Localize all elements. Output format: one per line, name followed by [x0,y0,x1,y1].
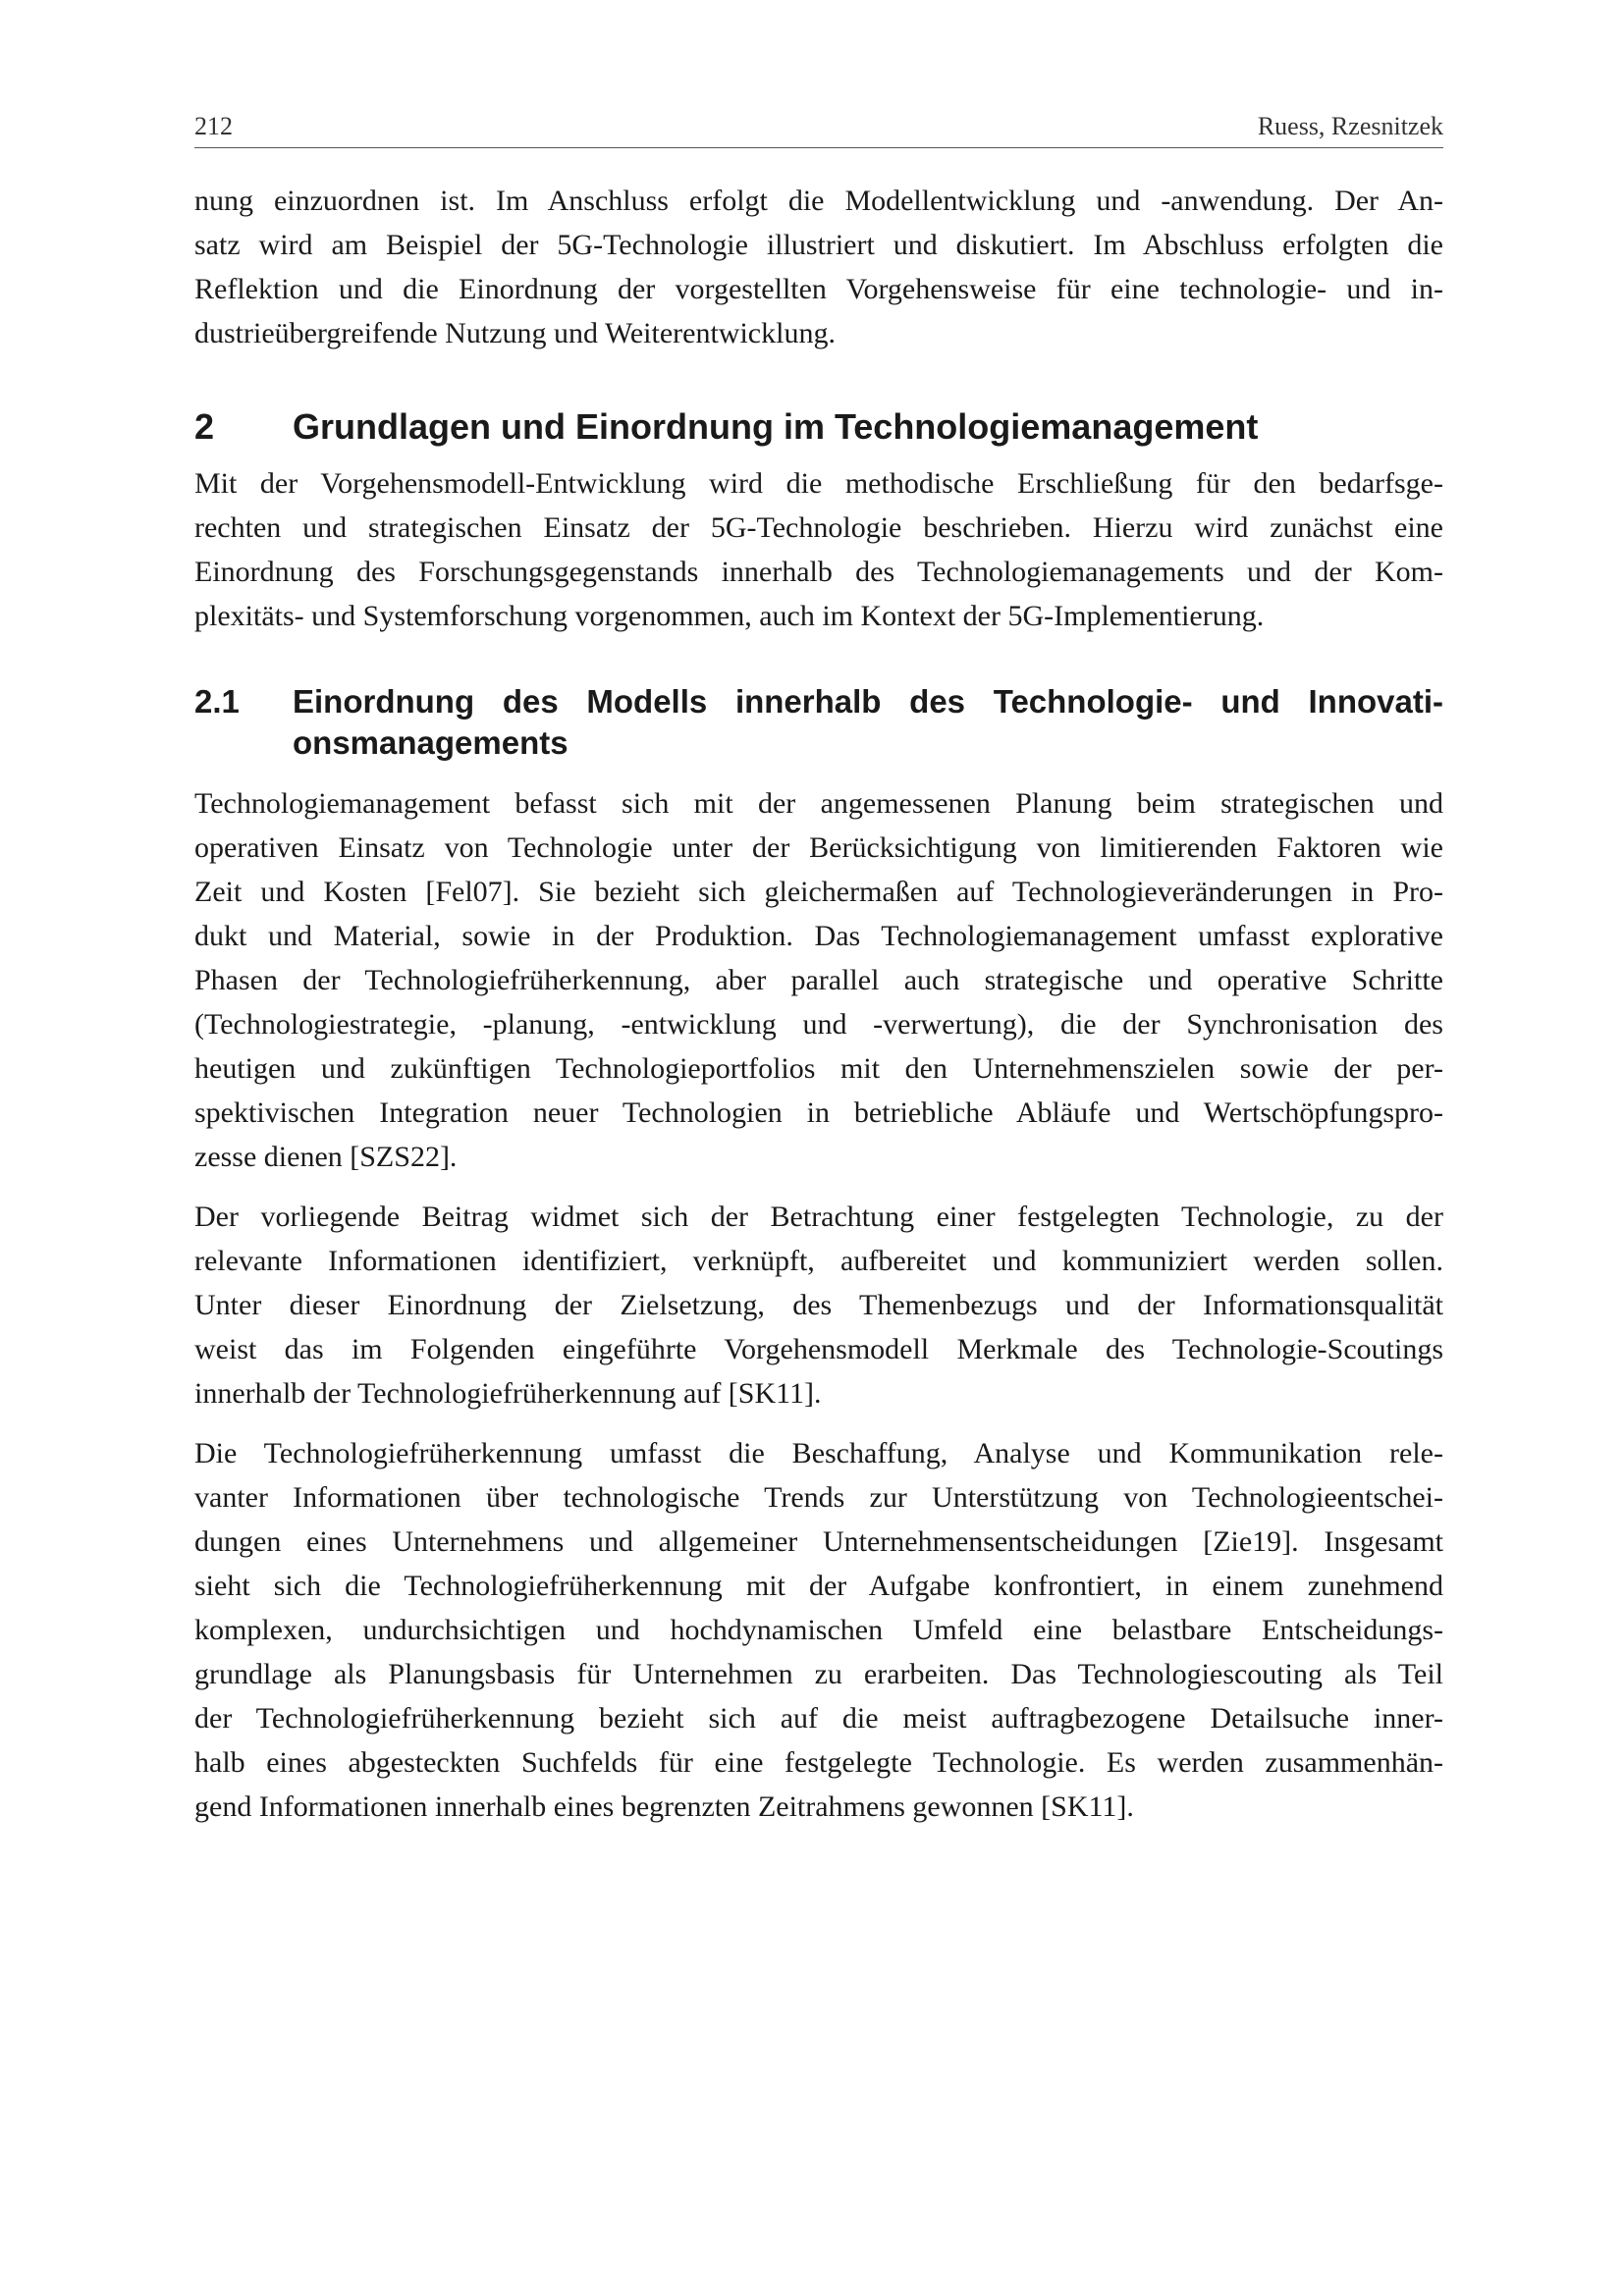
text-line: vanter Informationen über technologische Trends zur Unterstützung von Technologieentschei- [194,1481,1443,1514]
text-line: dustrieübergreifende Nutzung und Weiterentwicklung. [194,317,836,349]
text-line: Einordnung des Forschungsgegenstands innerhalb des Technologiemanagements und der Kom- [194,556,1443,588]
text-line: plexitäts- und Systemforschung vorgenommen, auch im Kontext der 5G-Implementierung. [194,600,1265,632]
text-line: Der vorliegende Beitrag widmet sich der Betrachtung einer festgelegten Technologie, zu der [194,1201,1443,1233]
text-line: grundlage als Planungsbasis für Unternehmen zu erarbeiten. Das Technologiescouting als Teil [194,1658,1443,1690]
text-line: Unter dieser Einordnung der Zielsetzung, des Themenbezugs und der Informationsqualität [194,1289,1443,1321]
document-page [194,106,1443,1829]
text-line: satz wird am Beispiel der 5G-Technologie illustriert und diskutiert. Im Abschluss erfolgten die [194,229,1443,261]
text-line: spektivischen Integration neuer Technologien in betriebliche Abläufe und Wertschöpfungspro- [194,1096,1443,1129]
subsection-number: 2.1 [194,683,240,720]
text-line: weist das im Folgenden eingeführte Vorgehensmodell Merkmale des Technologie-Scoutings [194,1333,1443,1365]
text-line: operativen Einsatz von Technologie unter der Berücksichtigung von limitierenden Faktoren wie [194,831,1443,864]
section-heading-2-1 [194,681,1443,764]
subsection-title-line: Einordnung des Modells innerhalb des Technologie- und Innovati- [293,683,1443,720]
text-line: dukt und Material, sowie in der Produktion. Das Technologiemanagement umfasst explorative [194,920,1443,952]
section-2-1-paragraph-1 [194,781,1443,1179]
text-line: halb eines abgesteckten Suchfelds für eine festgelegte Technologie. Es werden zusammenhän- [194,1746,1443,1779]
running-header-authors: Ruess, Rzesnitzek [1257,112,1443,140]
text-line: zesse dienen [SZS22]. [194,1141,458,1173]
page-number: 212 [194,112,233,140]
body-text [194,179,1443,1829]
subsection-title-line: onsmanagements [293,724,568,761]
text-line: komplexen, undurchsichtigen und hochdynamischen Umfeld eine belastbare Entscheidungs- [194,1614,1443,1646]
text-line: innerhalb der Technologiefrüherkennung auf [SK11]. [194,1377,822,1410]
text-line: Phasen der Technologiefrüherkennung, aber parallel auch strategische und operative Schritte [194,964,1443,996]
section-2-paragraph [194,461,1443,638]
section-2-1-paragraph-2 [194,1195,1443,1415]
text-line: nung einzuordnen ist. Im Anschluss erfolgt die Modellentwicklung und -anwendung. Der An- [194,185,1443,217]
text-line: Mit der Vorgehensmodell-Entwicklung wird die methodische Erschließung für den bedarfsge- [194,467,1443,500]
text-line: (Technologiestrategie, -planung, -entwicklung und -verwertung), die der Synchronisation des [194,1008,1443,1041]
text-line: rechten und strategischen Einsatz der 5G-Technologie beschrieben. Hierzu wird zunächst eine [194,511,1443,544]
text-line: sieht sich die Technologiefrüherkennung mit der Aufgabe konfrontiert, in einem zunehmend [194,1570,1443,1602]
running-header [194,106,1443,148]
text-line: Reflektion und die Einordnung der vorgestellten Vorgehensweise für eine technologie- und in- [194,273,1443,305]
text-line: Zeit und Kosten [Fel07]. Sie bezieht sich gleichermaßen auf Technologieveränderungen in Pro- [194,876,1443,908]
text-line: gend Informationen innerhalb eines begrenzten Zeitrahmens gewonnen [SK11]. [194,1790,1134,1823]
section-number: 2 [194,406,215,447]
text-line: Technologiemanagement befasst sich mit der angemessenen Planung beim strategischen und [194,787,1443,820]
text-line: Die Technologiefrüherkennung umfasst die Beschaffung, Analyse und Kommunikation rele- [194,1437,1443,1469]
intro-paragraph [194,179,1443,355]
text-line: der Technologiefrüherkennung bezieht sich auf die meist auftragbezogene Detailsuche inner- [194,1702,1443,1735]
text-line: dungen eines Unternehmens und allgemeiner Unternehmensentscheidungen [Zie19]. Insgesamt [194,1525,1443,1558]
text-line: heutigen und zukünftigen Technologieportfolios mit den Unternehmenszielen sowie der per- [194,1052,1443,1085]
section-2-1-paragraph-3 [194,1431,1443,1829]
section-title: Grundlagen und Einordnung im Technologiemanagement [293,406,1259,447]
subsection-title [293,681,1443,764]
text-line: relevante Informationen identifiziert, verknüpft, aufbereitet und kommuniziert werden sollen. [194,1245,1443,1277]
section-heading-2 [194,404,1443,450]
